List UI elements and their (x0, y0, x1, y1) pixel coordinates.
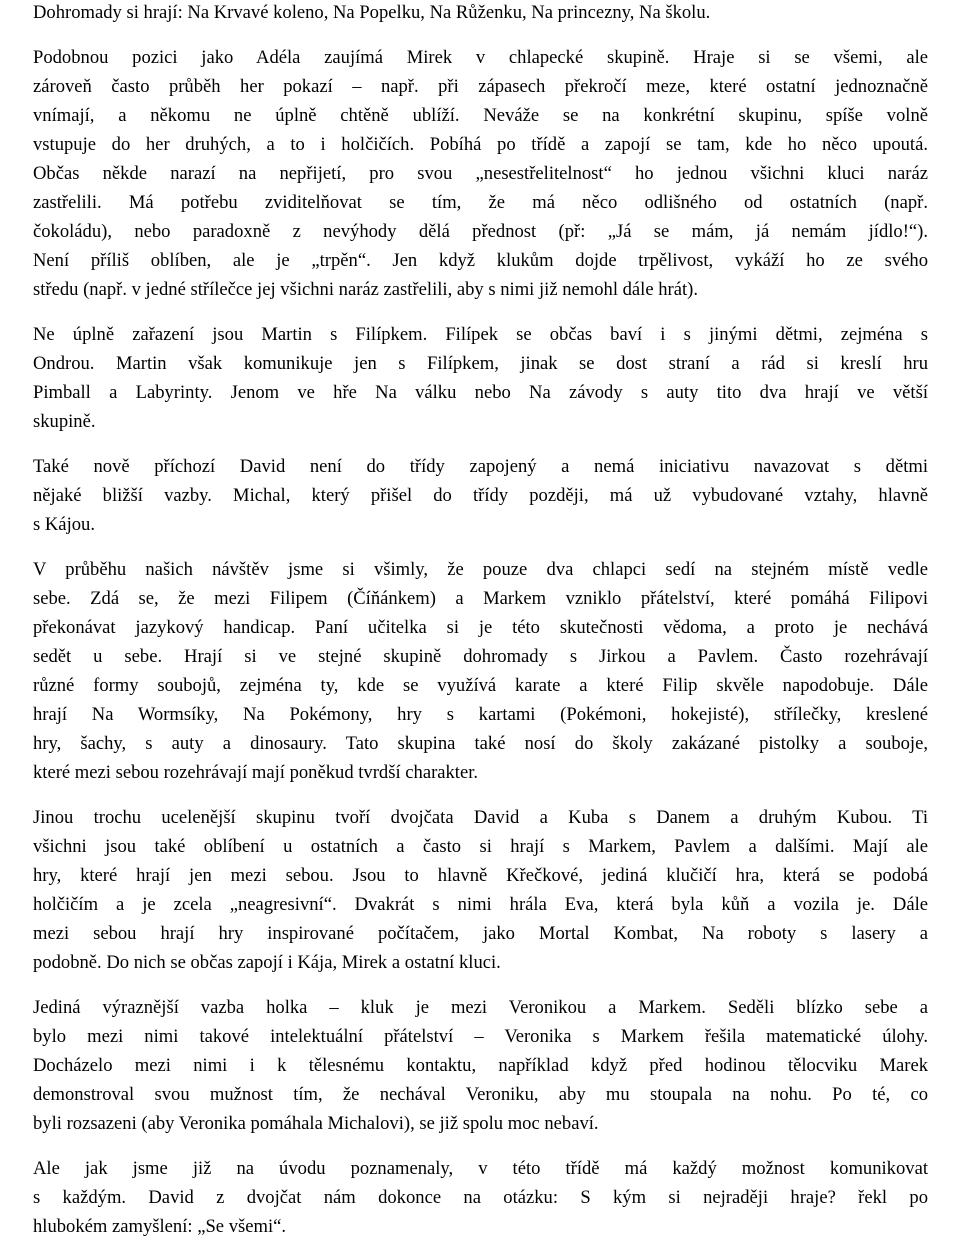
text-line: hlubokém zamyšlení: „Se všemi“. (33, 1216, 287, 1237)
text-line: holčičím a je zcela „neagresivní“. Dvakrát s nimi hrála Eva, která byla kůň a vozila je. Dále (33, 894, 928, 915)
text-line: Docházelo mezi nimi i k tělesnému kontaktu, například když před hodinou tělocviku Marek (33, 1055, 928, 1076)
paragraph (33, 1154, 928, 1241)
text-line: demonstroval svou mužnost tím, že nechával Veroniku, aby mu stoupala na nohu. Po té, co (33, 1084, 928, 1105)
text-line: nějaké bližší vazby. Michal, který přišel do třídy později, má už vybudované vztahy, hlavně (33, 485, 928, 506)
text-line: Ondrou. Martin však komunikuje jen s Filípkem, jinak se dost straní a rád si kreslí hru (33, 353, 928, 374)
text-line: Jediná výraznější vazba holka – kluk je mezi Veronikou a Markem. Seděli blízko sebe a (33, 997, 928, 1018)
text-line: bylo mezi nimi takové intelektuální přátelství – Veronika s Markem řešila matematické úlohy. (33, 1026, 928, 1047)
text-line: V průběhu našich návštěv jsme si všimly, že pouze dva chlapci sedí na stejném místě vedle (33, 559, 928, 580)
text-line: mezi sebou hrají hry inspirované počítačem, jako Mortal Kombat, Na roboty s lasery a (33, 923, 928, 944)
text-line: Pimball a Labyrinty. Jenom ve hře Na válku nebo Na závody s auty tito dva hrají ve větší (33, 382, 928, 403)
text-line: čokoládu), nebo paradoxně z nevýhody dělá přednost (př: „Já se mám, já nemám jídlo!“). (33, 221, 928, 242)
text-line: překonávat jazykový handicap. Paní učitelka si je této skutečnosti vědoma, a proto je nechává (33, 617, 928, 638)
text-line: podobně. Do nich se občas zapojí i Kája, Mirek a ostatní kluci. (33, 952, 501, 973)
paragraph (33, 43, 928, 304)
text-line: sedět u sebe. Hrají si ve stejné skupině dohromady s Jirkou a Pavlem. Často rozehrávají (33, 646, 928, 667)
text-line: různé formy soubojů, zejména ty, kde se využívá karate a které Filip skvěle napodobuje. Dále (33, 675, 928, 696)
text-line: s Kájou. (33, 514, 95, 535)
text-line: zároveň často průběh her pokazí – např. při zápasech překročí meze, které ostatní jednoznačně (33, 76, 928, 97)
text-line: Není příliš oblíben, ale je „trpěn“. Jen když klukům dojde trpělivost, vykáží ho ze svého (33, 250, 928, 271)
paragraph (33, 452, 928, 539)
text-line: hrají Na Wormsíky, Na Pokémony, hry s kartami (Pokémoni, hokejisté), střílečky, kreslené (33, 704, 928, 725)
text-line: Ne úplně zařazení jsou Martin s Filípkem. Filípek se občas baví i s jinými dětmi, zejména s (33, 324, 928, 345)
text-line: vstupuje do her druhých, a to i holčičích. Pobíhá po třídě a zapojí se tam, kde ho něco upoutá. (33, 134, 928, 155)
text-line: hry, které hrají jen mezi sebou. Jsou to hlavně Křečkové, jediná klučičí hra, která se podobá (33, 865, 928, 886)
text-line: Jinou trochu ucelenější skupinu tvoří dvojčata David a Kuba s Danem a druhým Kubou. Ti (33, 807, 928, 828)
text-line: Ale jak jsme již na úvodu poznamenaly, v této třídě má každý možnost komunikovat (33, 1158, 928, 1179)
text-line: hry, šachy, s auty a dinosaury. Tato skupina také nosí do školy zakázané pistolky a souboje, (33, 733, 928, 754)
document-body (33, 0, 928, 1241)
text-line: Občas někde narazí na nepřijetí, pro svou „nesestřelitelnost“ ho jednou všichni kluci naráz (33, 163, 928, 184)
paragraph (33, 320, 928, 436)
text-line: skupině. (33, 411, 96, 432)
text-line: s každým. David z dvojčat nám dokonce na otázku: S kým si nejraději hraje? řekl po (33, 1187, 928, 1208)
text-line: byli rozsazeni (aby Veronika pomáhala Michalovi), se již spolu moc nebaví. (33, 1113, 599, 1134)
text-line: sebe. Zdá se, že mezi Filipem (Číňánkem) a Markem vzniklo přátelství, které pomáhá Filipovi (33, 588, 928, 609)
paragraph (33, 555, 928, 787)
text-line: Také nově příchozí David není do třídy zapojený a nemá iniciativu navazovat s dětmi (33, 456, 928, 477)
text-line: které mezi sebou rozehrávají mají poněkud tvrdší charakter. (33, 762, 479, 783)
paragraph (33, 0, 928, 27)
paragraph (33, 803, 928, 977)
paragraph (33, 993, 928, 1138)
text-line: Podobnou pozici jako Adéla zaujímá Mirek v chlapecké skupině. Hraje si se všemi, ale (33, 47, 928, 68)
text-line: všichni jsou také oblíbení u ostatních a často si hrají s Markem, Pavlem a dalšími. Mají ale (33, 836, 928, 857)
text-line: středu (např. v jedné střílečce jej všichni naráz zastřelili, aby s nimi již nemohl dále hrát). (33, 279, 698, 300)
text-line: zastřelili. Má potřebu zviditelňovat se tím, že má něco odlišného od ostatních (např. (33, 192, 928, 213)
text-line: Dohromady si hrají: Na Krvavé koleno, Na Popelku, Na Růženku, Na princezny, Na školu. (33, 2, 711, 23)
text-line: vnímají, a někomu ne úplně chtěně ublíží. Neváže se na konkrétní skupinu, spíše volně (33, 105, 928, 126)
